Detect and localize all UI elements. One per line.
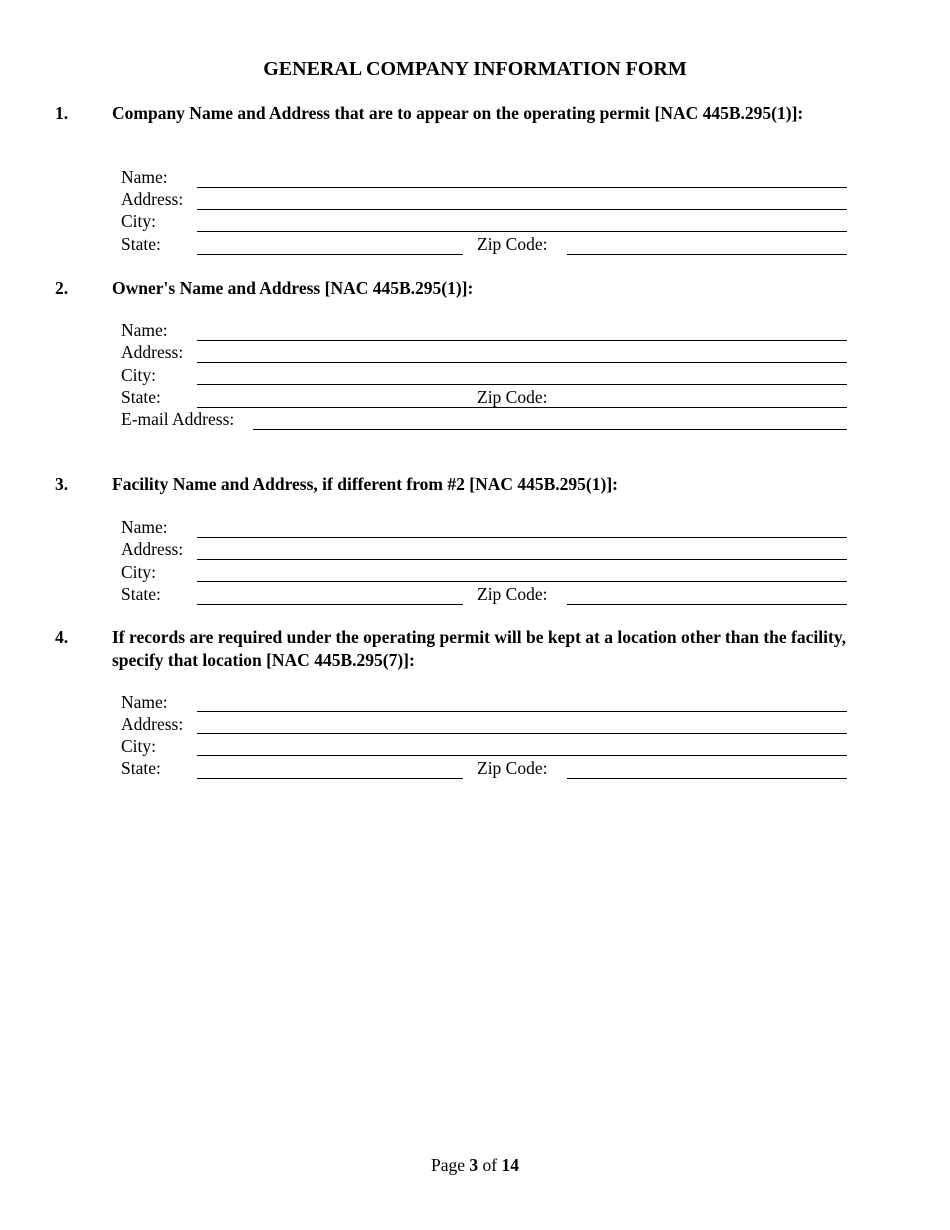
city-label: City:: [121, 562, 157, 582]
page-prefix: Page: [431, 1155, 470, 1175]
name-field[interactable]: [197, 187, 847, 188]
zip-code-field[interactable]: [567, 778, 847, 779]
address-label: Address:: [121, 189, 184, 209]
email-field[interactable]: [253, 429, 847, 430]
section-number: 1.: [55, 103, 69, 123]
section-heading: If records are required under the operating permit will be kept at a location other than the facility, specify that location [NAC 445B.295(7)]:: [112, 627, 846, 670]
city-field[interactable]: [197, 581, 847, 582]
city-label: City:: [121, 736, 157, 756]
name-label: Name:: [121, 167, 168, 187]
name-label: Name:: [121, 517, 168, 537]
state-field[interactable]: [197, 778, 463, 779]
state-field[interactable]: [197, 604, 463, 605]
state-label: State:: [121, 758, 161, 778]
zip-code-field[interactable]: [567, 604, 847, 605]
name-label: Name:: [121, 692, 168, 712]
address-label: Address:: [121, 714, 184, 734]
name-field[interactable]: [197, 711, 847, 712]
state-label: State:: [121, 387, 161, 407]
city-field[interactable]: [197, 384, 847, 385]
section-number: 3.: [55, 474, 69, 494]
name-label: Name:: [121, 320, 168, 340]
address-field[interactable]: [197, 733, 847, 734]
zip-code-label: Zip Code:: [477, 234, 548, 254]
section-heading: Facility Name and Address, if different from #2 [NAC 445B.295(1)]:: [112, 474, 618, 494]
state-label: State:: [121, 234, 161, 254]
zip-code-field[interactable]: [567, 254, 847, 255]
address-field[interactable]: [197, 559, 847, 560]
address-field[interactable]: [197, 209, 847, 210]
section-heading: Company Name and Address that are to appear on the operating permit [NAC 445B.295(1)]:: [112, 103, 804, 123]
address-label: Address:: [121, 342, 184, 362]
section-heading: Owner's Name and Address [NAC 445B.295(1)]:: [112, 278, 474, 298]
page-number: [0, 1154, 950, 1176]
state-zip-field[interactable]: [197, 407, 847, 408]
zip-code-label: Zip Code:: [477, 758, 548, 778]
name-field[interactable]: [197, 340, 847, 341]
state-field[interactable]: [197, 254, 463, 255]
city-label: City:: [121, 365, 157, 385]
zip-code-label: Zip Code:: [477, 584, 548, 604]
section-number: 4.: [55, 627, 69, 647]
address-label: Address:: [121, 539, 184, 559]
form-title: GENERAL COMPANY INFORMATION FORM: [263, 58, 687, 80]
page-of: of: [478, 1155, 502, 1175]
section-number: 2.: [55, 278, 69, 298]
email-label: E-mail Address:: [121, 409, 235, 429]
name-field[interactable]: [197, 537, 847, 538]
total-pages: 14: [501, 1155, 519, 1175]
city-field[interactable]: [197, 231, 847, 232]
city-field[interactable]: [197, 755, 847, 756]
address-field[interactable]: [197, 362, 847, 363]
current-page: 3: [469, 1155, 479, 1175]
city-label: City:: [121, 211, 157, 231]
zip-code-label: Zip Code:: [477, 387, 548, 407]
state-label: State:: [121, 584, 161, 604]
